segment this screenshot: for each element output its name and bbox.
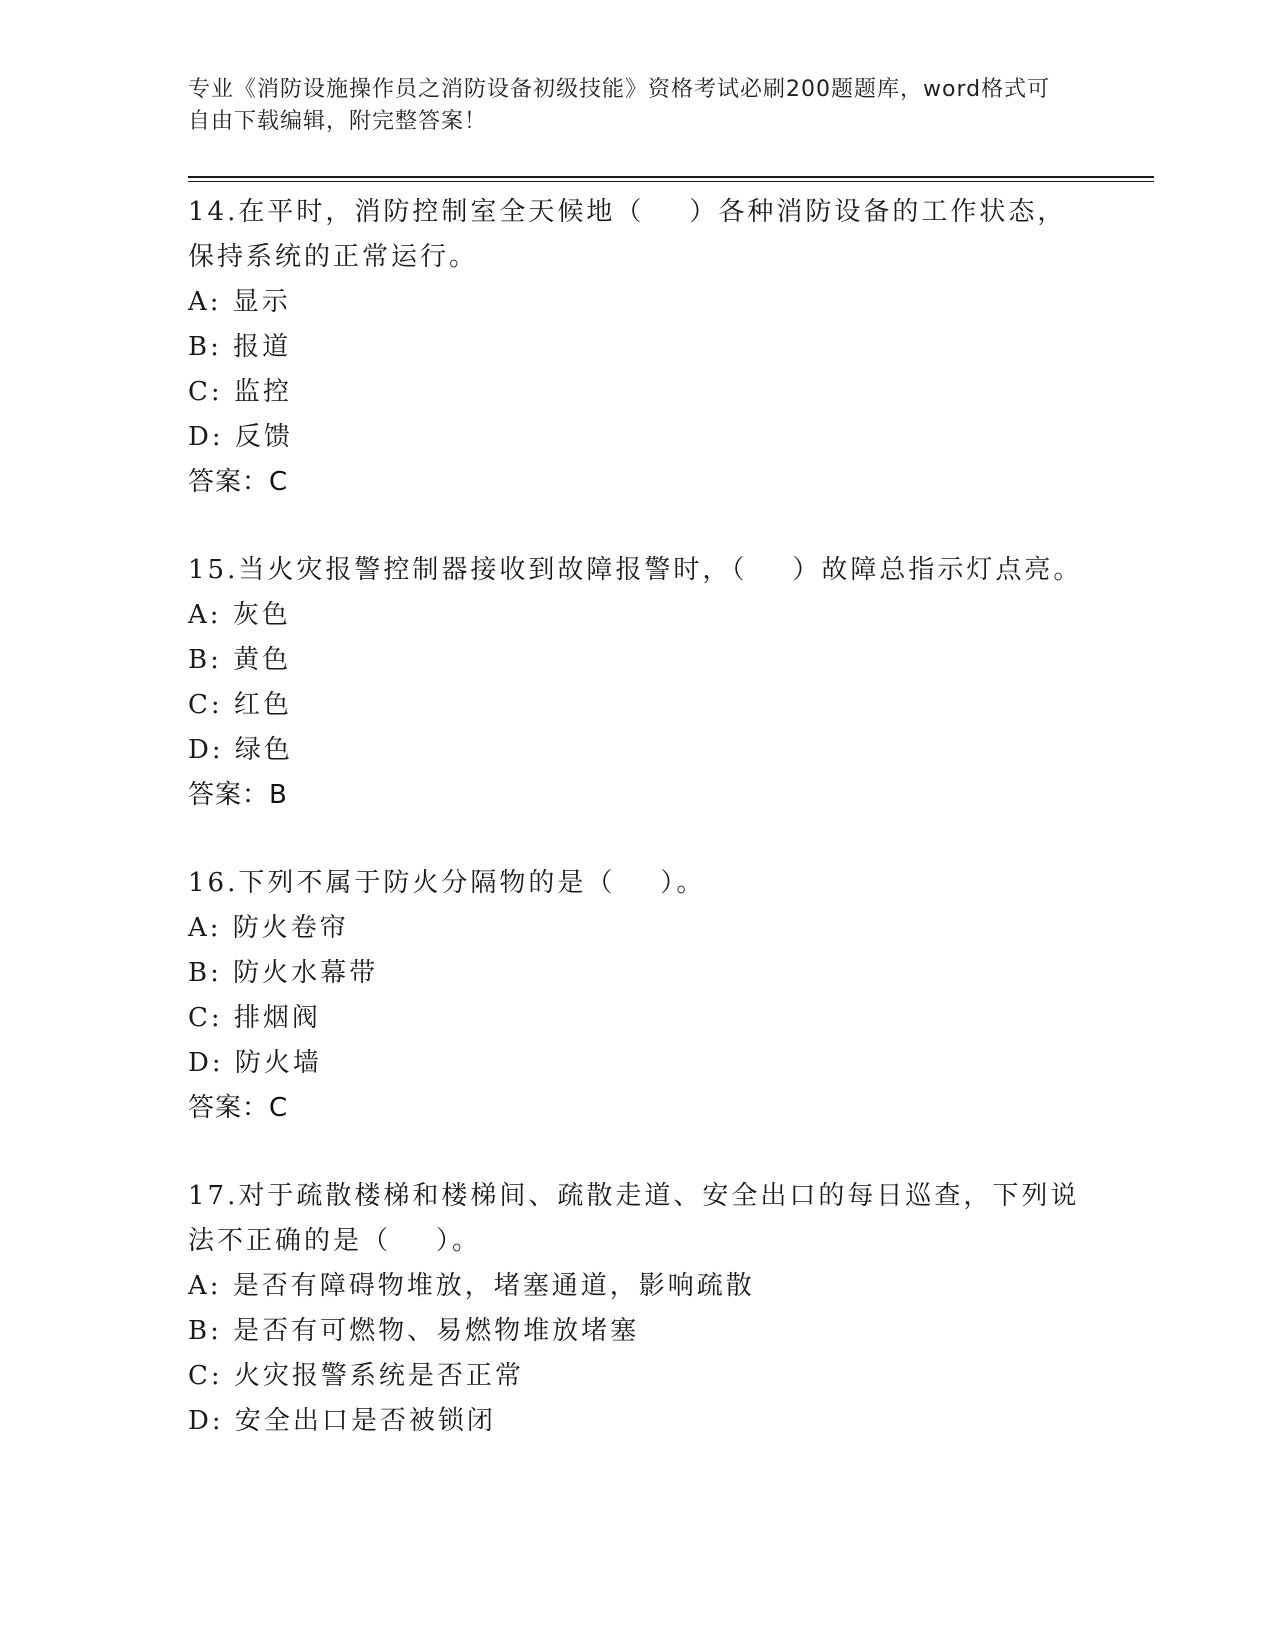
question-17 (188, 1174, 1088, 1444)
option-d: D: 反馈 (188, 422, 293, 452)
option-a: A: 显示 (188, 287, 291, 317)
option-d: D: 安全出口是否被锁闭 (188, 1406, 496, 1436)
question-stem: 15.当火灾报警控制器接收到故障报警时，（ ）故障总指示灯点亮。 (188, 555, 1083, 585)
option-b: B: 黄色 (188, 645, 292, 675)
question-stem: 14.在平时，消防控制室全天候地（ ）各种消防设备的工作状态，保持系统的正常运行。 (188, 197, 1067, 272)
option-b: B: 是否有可燃物、易燃物堆放堵塞 (188, 1316, 640, 1346)
option-list (188, 906, 1088, 1086)
option-d: D: 绿色 (188, 735, 293, 765)
header-divider-thin (188, 181, 1154, 182)
option-a: A: 防火卷帘 (188, 913, 349, 943)
option-c: C: 监控 (188, 377, 292, 407)
answer-line: 答案：B (188, 780, 288, 810)
option-list (188, 593, 1088, 773)
question-stem: 16.下列不属于防火分隔物的是（ ）。 (188, 868, 706, 898)
question-14 (188, 190, 1088, 505)
option-list (188, 280, 1088, 460)
answer-line: 答案：C (188, 1093, 289, 1123)
document-header: 专业《消防设施操作员之消防设备初级技能》资格考试必刷200题题库，word格式可自由下载编辑，附完整答案！ (188, 77, 1051, 134)
option-d: D: 防火墙 (188, 1048, 322, 1078)
option-a: A: 灰色 (188, 600, 291, 630)
option-a: A: 是否有障碍物堆放，堵塞通道，影响疏散 (188, 1271, 755, 1301)
question-stem: 17.对于疏散楼梯和楼梯间、疏散走道、安全出口的每日巡查，下列说法不正确的是（ ）。 (188, 1181, 1080, 1256)
option-c: C: 红色 (188, 690, 292, 720)
answer-line: 答案：C (188, 467, 289, 497)
question-15 (188, 548, 1088, 818)
header-divider-thick (188, 176, 1154, 178)
option-b: B: 防火水幕带 (188, 958, 379, 988)
option-c: C: 火灾报警系统是否正常 (188, 1361, 524, 1391)
question-list (188, 190, 1088, 1487)
option-list (188, 1264, 1088, 1444)
question-16 (188, 861, 1088, 1131)
option-b: B: 报道 (188, 332, 292, 362)
option-c: C: 排烟阀 (188, 1003, 321, 1033)
